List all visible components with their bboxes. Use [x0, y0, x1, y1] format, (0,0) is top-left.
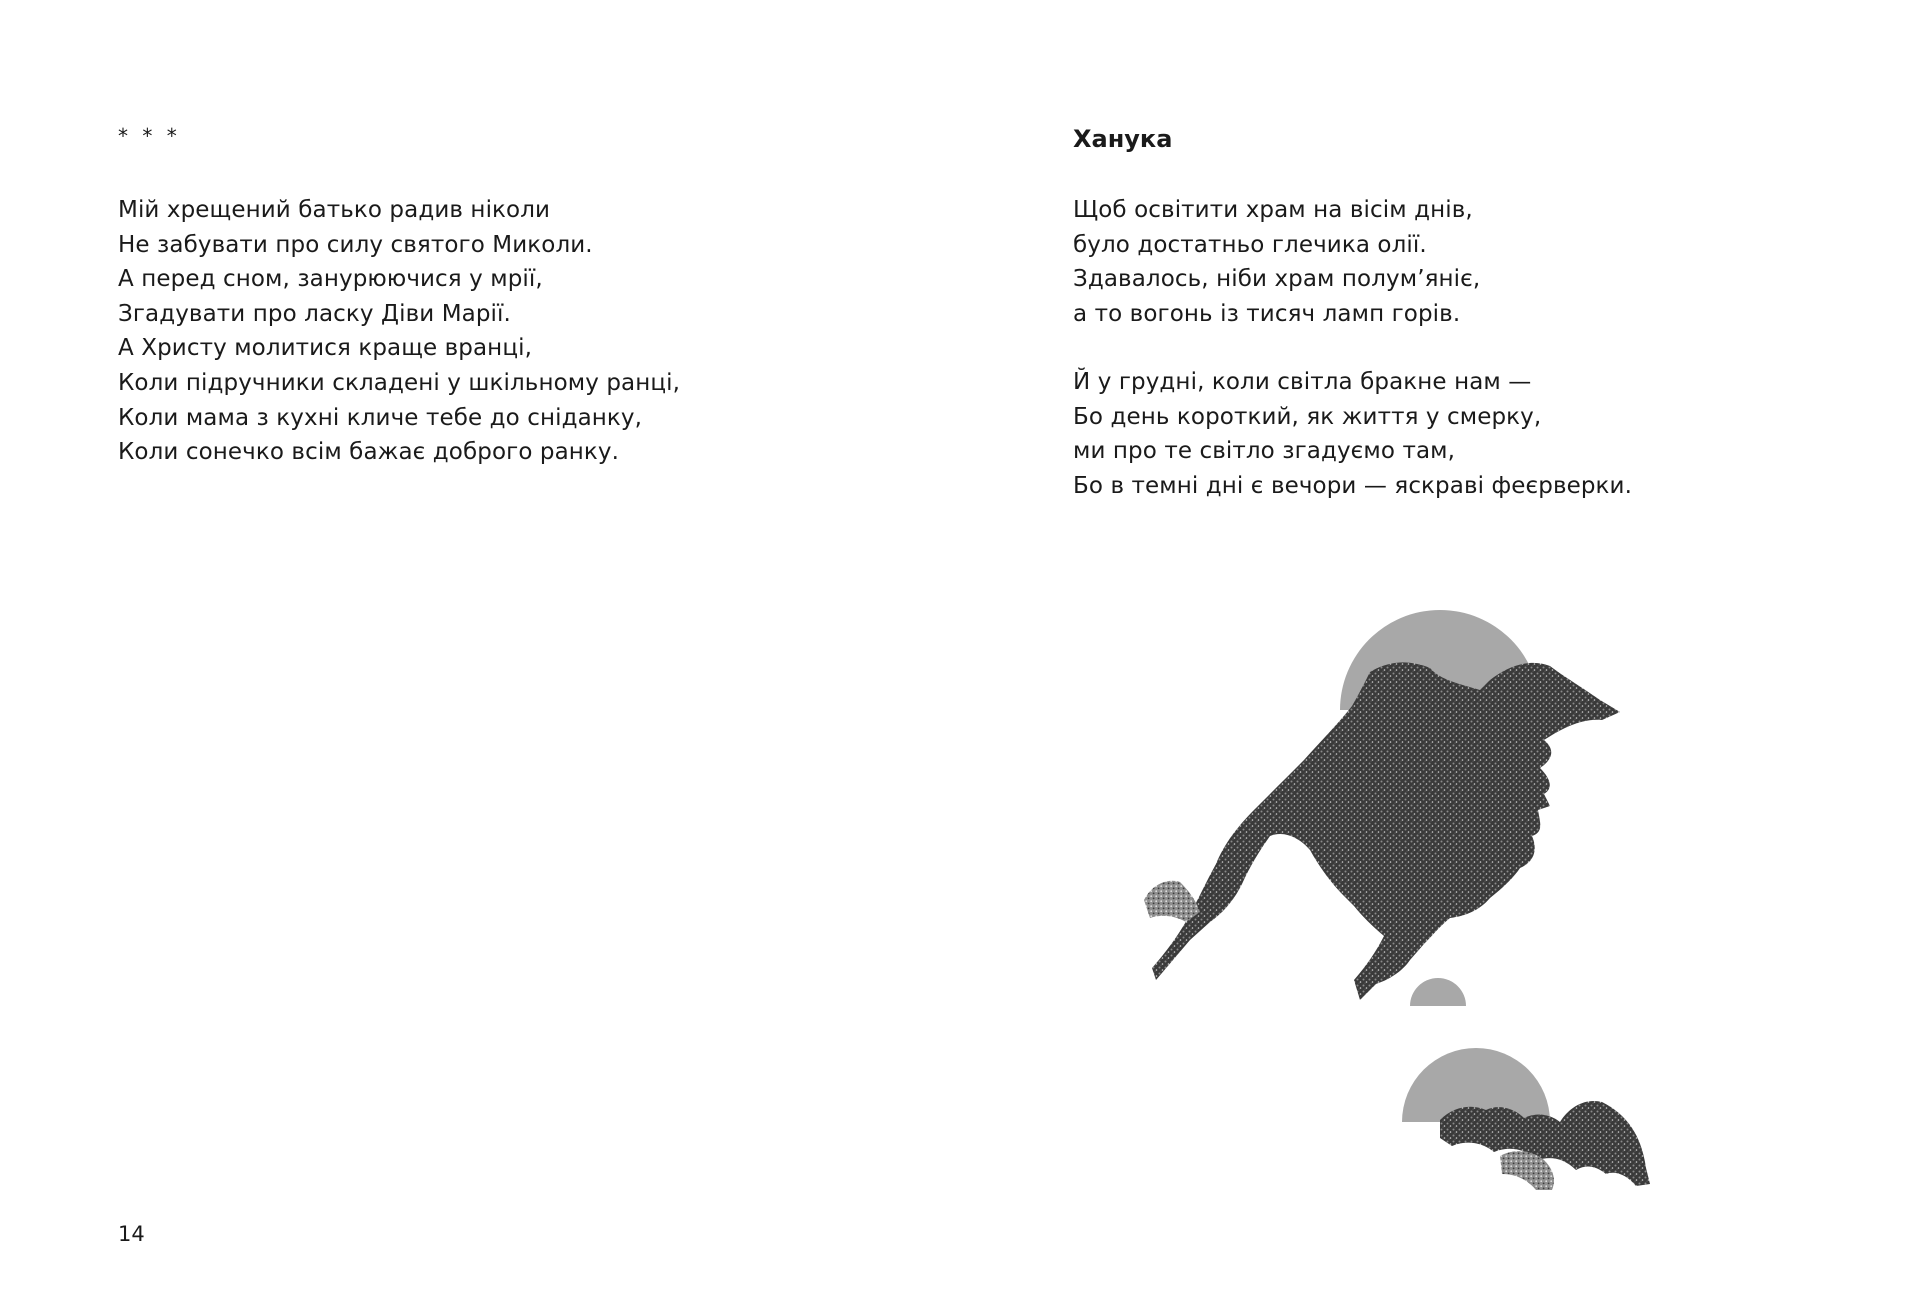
poem-line: Бо день короткий, як життя у смерку,: [1073, 403, 1542, 430]
rock-shape: [1144, 881, 1200, 922]
mountain-illustration: [1140, 600, 1740, 1240]
poem-line: Коли підручники складені у шкільному ранці,: [118, 369, 681, 396]
mountain-shape: [1152, 662, 1620, 1000]
poem-line: Коли сонечко всім бажає доброго ранку.: [118, 439, 620, 466]
poem-line: Згадувати про ласку Діви Марії.: [118, 300, 511, 327]
poem-line: Й у грудні, коли світла бракне нам —: [1073, 369, 1532, 395]
poem-line: А перед сном, занурюючися у мрії,: [118, 266, 543, 293]
poem-left: [118, 193, 680, 470]
poem-line: Не забувати про силу святого Миколи.: [118, 231, 593, 258]
poem-line: ми про те світло згадуємо там,: [1073, 438, 1455, 465]
poem-line: а то вогонь із тисяч ламп горів.: [1073, 300, 1461, 327]
poem-line: Коли мама з кухні кличе тебе до сніданку,: [118, 404, 643, 431]
semicircle-shape: [1410, 978, 1466, 1006]
poem-line: було достатньо глечика олії.: [1073, 231, 1427, 258]
poem-stanza-1: [1073, 193, 1480, 331]
poem-line: Здавалось, ніби храм полум’яніє,: [1073, 266, 1481, 293]
section-ornament: * * *: [118, 124, 181, 148]
poem-line: Бо в темні дні є вечори — яскраві феєрверки.: [1073, 472, 1632, 499]
poem-title: Ханука: [1073, 125, 1173, 153]
poem-line: Мій хрещений батько радив ніколи: [118, 197, 551, 223]
page-number: 14: [118, 1222, 145, 1246]
poem-line: А Христу молитися краще вранці,: [118, 335, 532, 362]
poem-line: Щоб освітити храм на вісім днів,: [1073, 197, 1473, 223]
poem-stanza-2: [1073, 365, 1632, 503]
